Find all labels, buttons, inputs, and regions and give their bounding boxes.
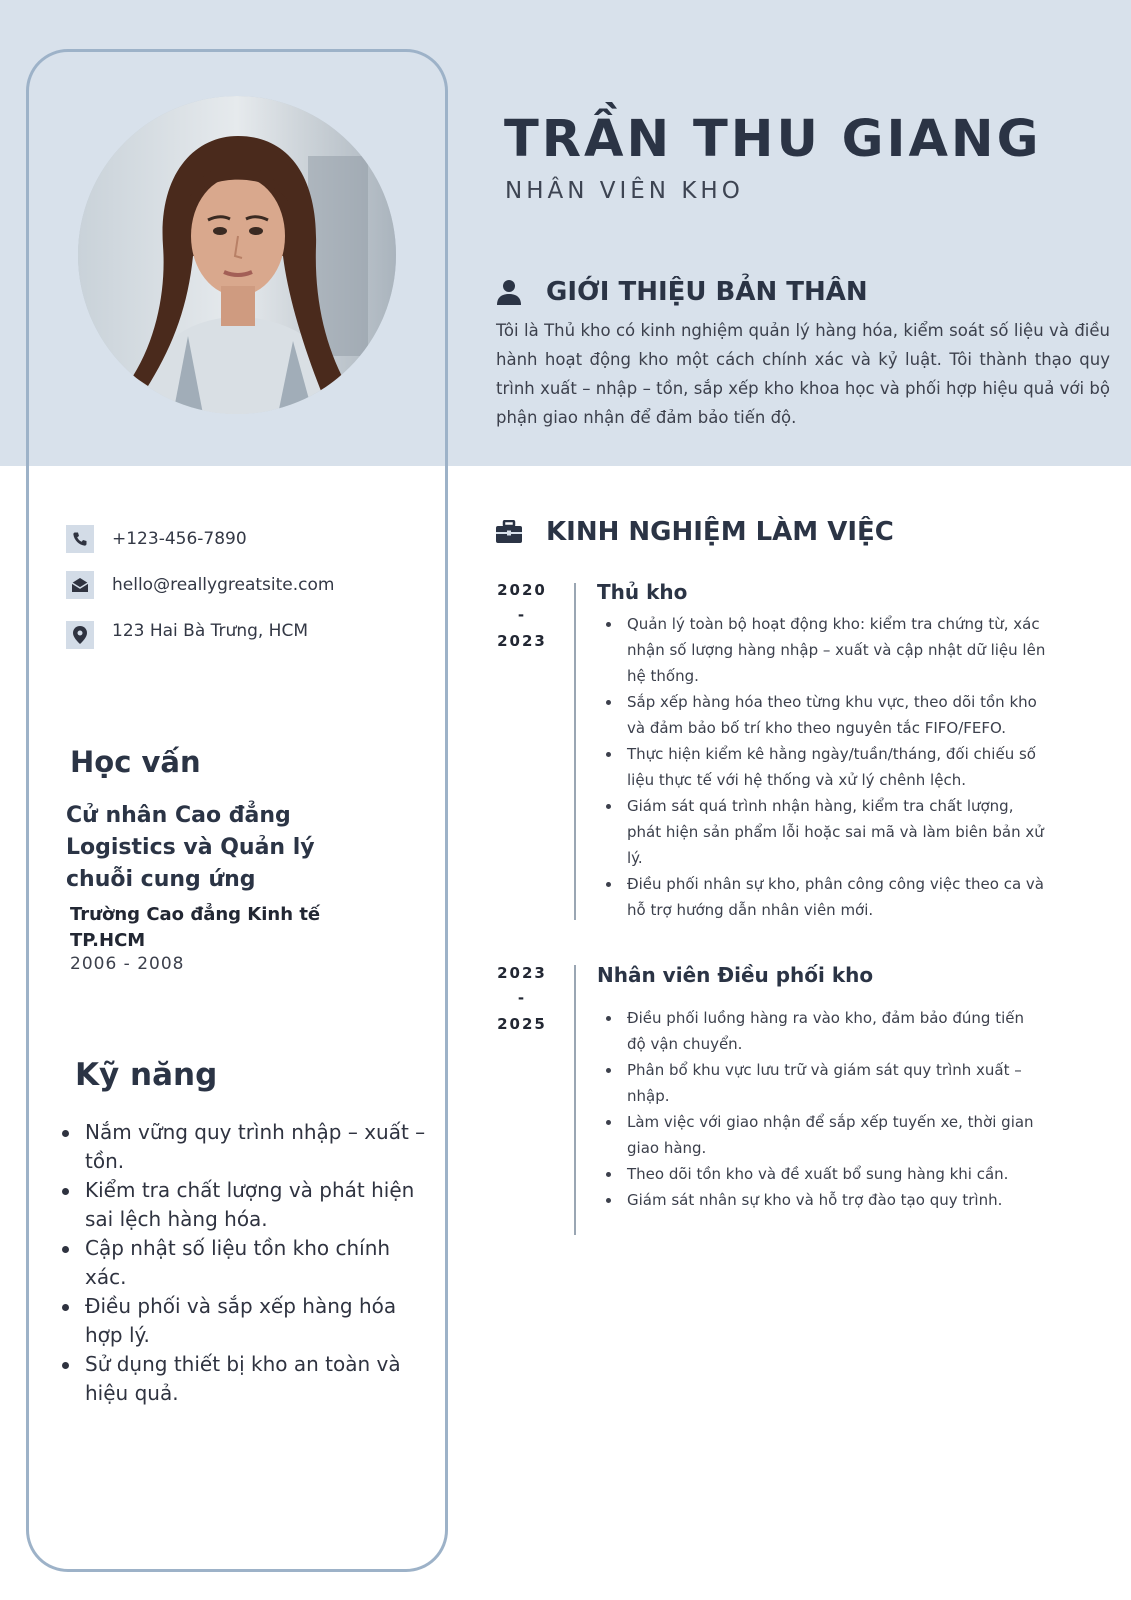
job-task-list bbox=[600, 611, 1050, 923]
skill-item: Sử dụng thiết bị kho an toàn và hiệu quả. bbox=[62, 1350, 432, 1408]
job-start-year: 2023 bbox=[497, 964, 547, 982]
job-task: Phân bổ khu vực lưu trữ và giám sát quy trình xuất – nhập. bbox=[600, 1057, 1040, 1109]
job-year-dash: - bbox=[517, 989, 527, 1007]
experience-title: KINH NGHIỆM LÀM VIỆC bbox=[546, 517, 894, 547]
job-start-year: 2020 bbox=[497, 581, 547, 599]
skills-heading: Kỹ năng bbox=[75, 1057, 218, 1093]
contact-address bbox=[66, 617, 426, 663]
phone-text[interactable]: +123-456-7890 bbox=[112, 529, 247, 549]
job-title: Thủ kho bbox=[597, 580, 688, 604]
contact-phone bbox=[66, 525, 426, 571]
phone-icon bbox=[66, 525, 94, 553]
job-end-year: 2023 bbox=[497, 632, 547, 650]
email-text[interactable]: hello@reallygreatsite.com bbox=[112, 575, 335, 595]
skills-list bbox=[62, 1118, 432, 1408]
profile-photo bbox=[78, 96, 396, 414]
job-task: Quản lý toàn bộ hoạt động kho: kiểm tra chứng từ, xác nhận số lượng hàng nhập – xuất và cập nhật dữ liệu lên hệ thống. bbox=[600, 611, 1050, 689]
address-text: 123 Hai Bà Trưng, HCM bbox=[112, 621, 309, 641]
mail-icon bbox=[66, 571, 94, 599]
job-title: Nhân viên Điều phối kho bbox=[597, 963, 874, 987]
job-year-dash: - bbox=[517, 606, 527, 624]
about-text: Tôi là Thủ kho có kinh nghiệm quản lý hàng hóa, kiểm soát số liệu và điều hành hoạt động kho một cách chính xác và kỷ luật. Tôi thành thạo quy trình xuất – nhập – tồn, sắp xếp kho khoa học và phối hợp hiệu quả với bộ phận giao nhận để đảm bảo tiến độ. bbox=[496, 321, 1110, 427]
job-task: Sắp xếp hàng hóa theo từng khu vực, theo dõi tồn kho và đảm bảo bố trí kho theo nguyên tắc FIFO/FEFO. bbox=[600, 689, 1050, 741]
job-task: Điều phối luồng hàng ra vào kho, đảm bảo đúng tiến độ vận chuyển. bbox=[600, 1005, 1040, 1057]
contact-email bbox=[66, 571, 426, 617]
skill-item: Nắm vững quy trình nhập – xuất – tồn. bbox=[62, 1118, 432, 1176]
job-task: Thực hiện kiểm kê hằng ngày/tuần/tháng, đối chiếu số liệu thực tế với hệ thống và xử lý chênh lệch. bbox=[600, 741, 1050, 793]
person-role: NHÂN VIÊN KHO bbox=[505, 178, 744, 204]
job-task: Giám sát quá trình nhận hàng, kiểm tra chất lượng, phát hiện sản phẩm lỗi hoặc sai mã và làm biên bản xử lý. bbox=[600, 793, 1050, 871]
about-heading bbox=[494, 277, 868, 307]
user-icon bbox=[494, 277, 524, 307]
location-pin-icon bbox=[66, 621, 94, 649]
person-name: TRẦN THU GIANG bbox=[504, 110, 1042, 169]
job-task-list bbox=[600, 1005, 1040, 1213]
timeline-line bbox=[574, 965, 576, 1235]
about-title: GIỚI THIỆU BẢN THÂN bbox=[546, 277, 868, 307]
education-school: Trường Cao đẳng Kinh tế TP.HCM bbox=[70, 904, 321, 951]
job-task: Làm việc với giao nhận để sắp xếp tuyến xe, thời gian giao hàng. bbox=[600, 1109, 1040, 1161]
briefcase-icon bbox=[494, 517, 524, 547]
job-task: Điều phối nhân sự kho, phân công công việc theo ca và hỗ trợ hướng dẫn nhân viên mới. bbox=[600, 871, 1050, 923]
skill-item: Cập nhật số liệu tồn kho chính xác. bbox=[62, 1234, 432, 1292]
skill-item: Kiểm tra chất lượng và phát hiện sai lệch hàng hóa. bbox=[62, 1176, 432, 1234]
experience-heading bbox=[494, 517, 894, 547]
education-heading: Học vấn bbox=[70, 745, 201, 779]
job-end-year: 2025 bbox=[497, 1015, 547, 1033]
contact-section bbox=[66, 525, 426, 663]
skill-item: Điều phối và sắp xếp hàng hóa hợp lý. bbox=[62, 1292, 432, 1350]
timeline-line bbox=[574, 583, 576, 920]
education-degree: Cử nhân Cao đẳng Logistics và Quản lý chuỗi cung ứng bbox=[66, 803, 315, 892]
job-task: Theo dõi tồn kho và đề xuất bổ sung hàng khi cần. bbox=[600, 1161, 1040, 1187]
education-years: 2006 - 2008 bbox=[70, 954, 185, 974]
job-task: Giám sát nhân sự kho và hỗ trợ đào tạo quy trình. bbox=[600, 1187, 1040, 1213]
